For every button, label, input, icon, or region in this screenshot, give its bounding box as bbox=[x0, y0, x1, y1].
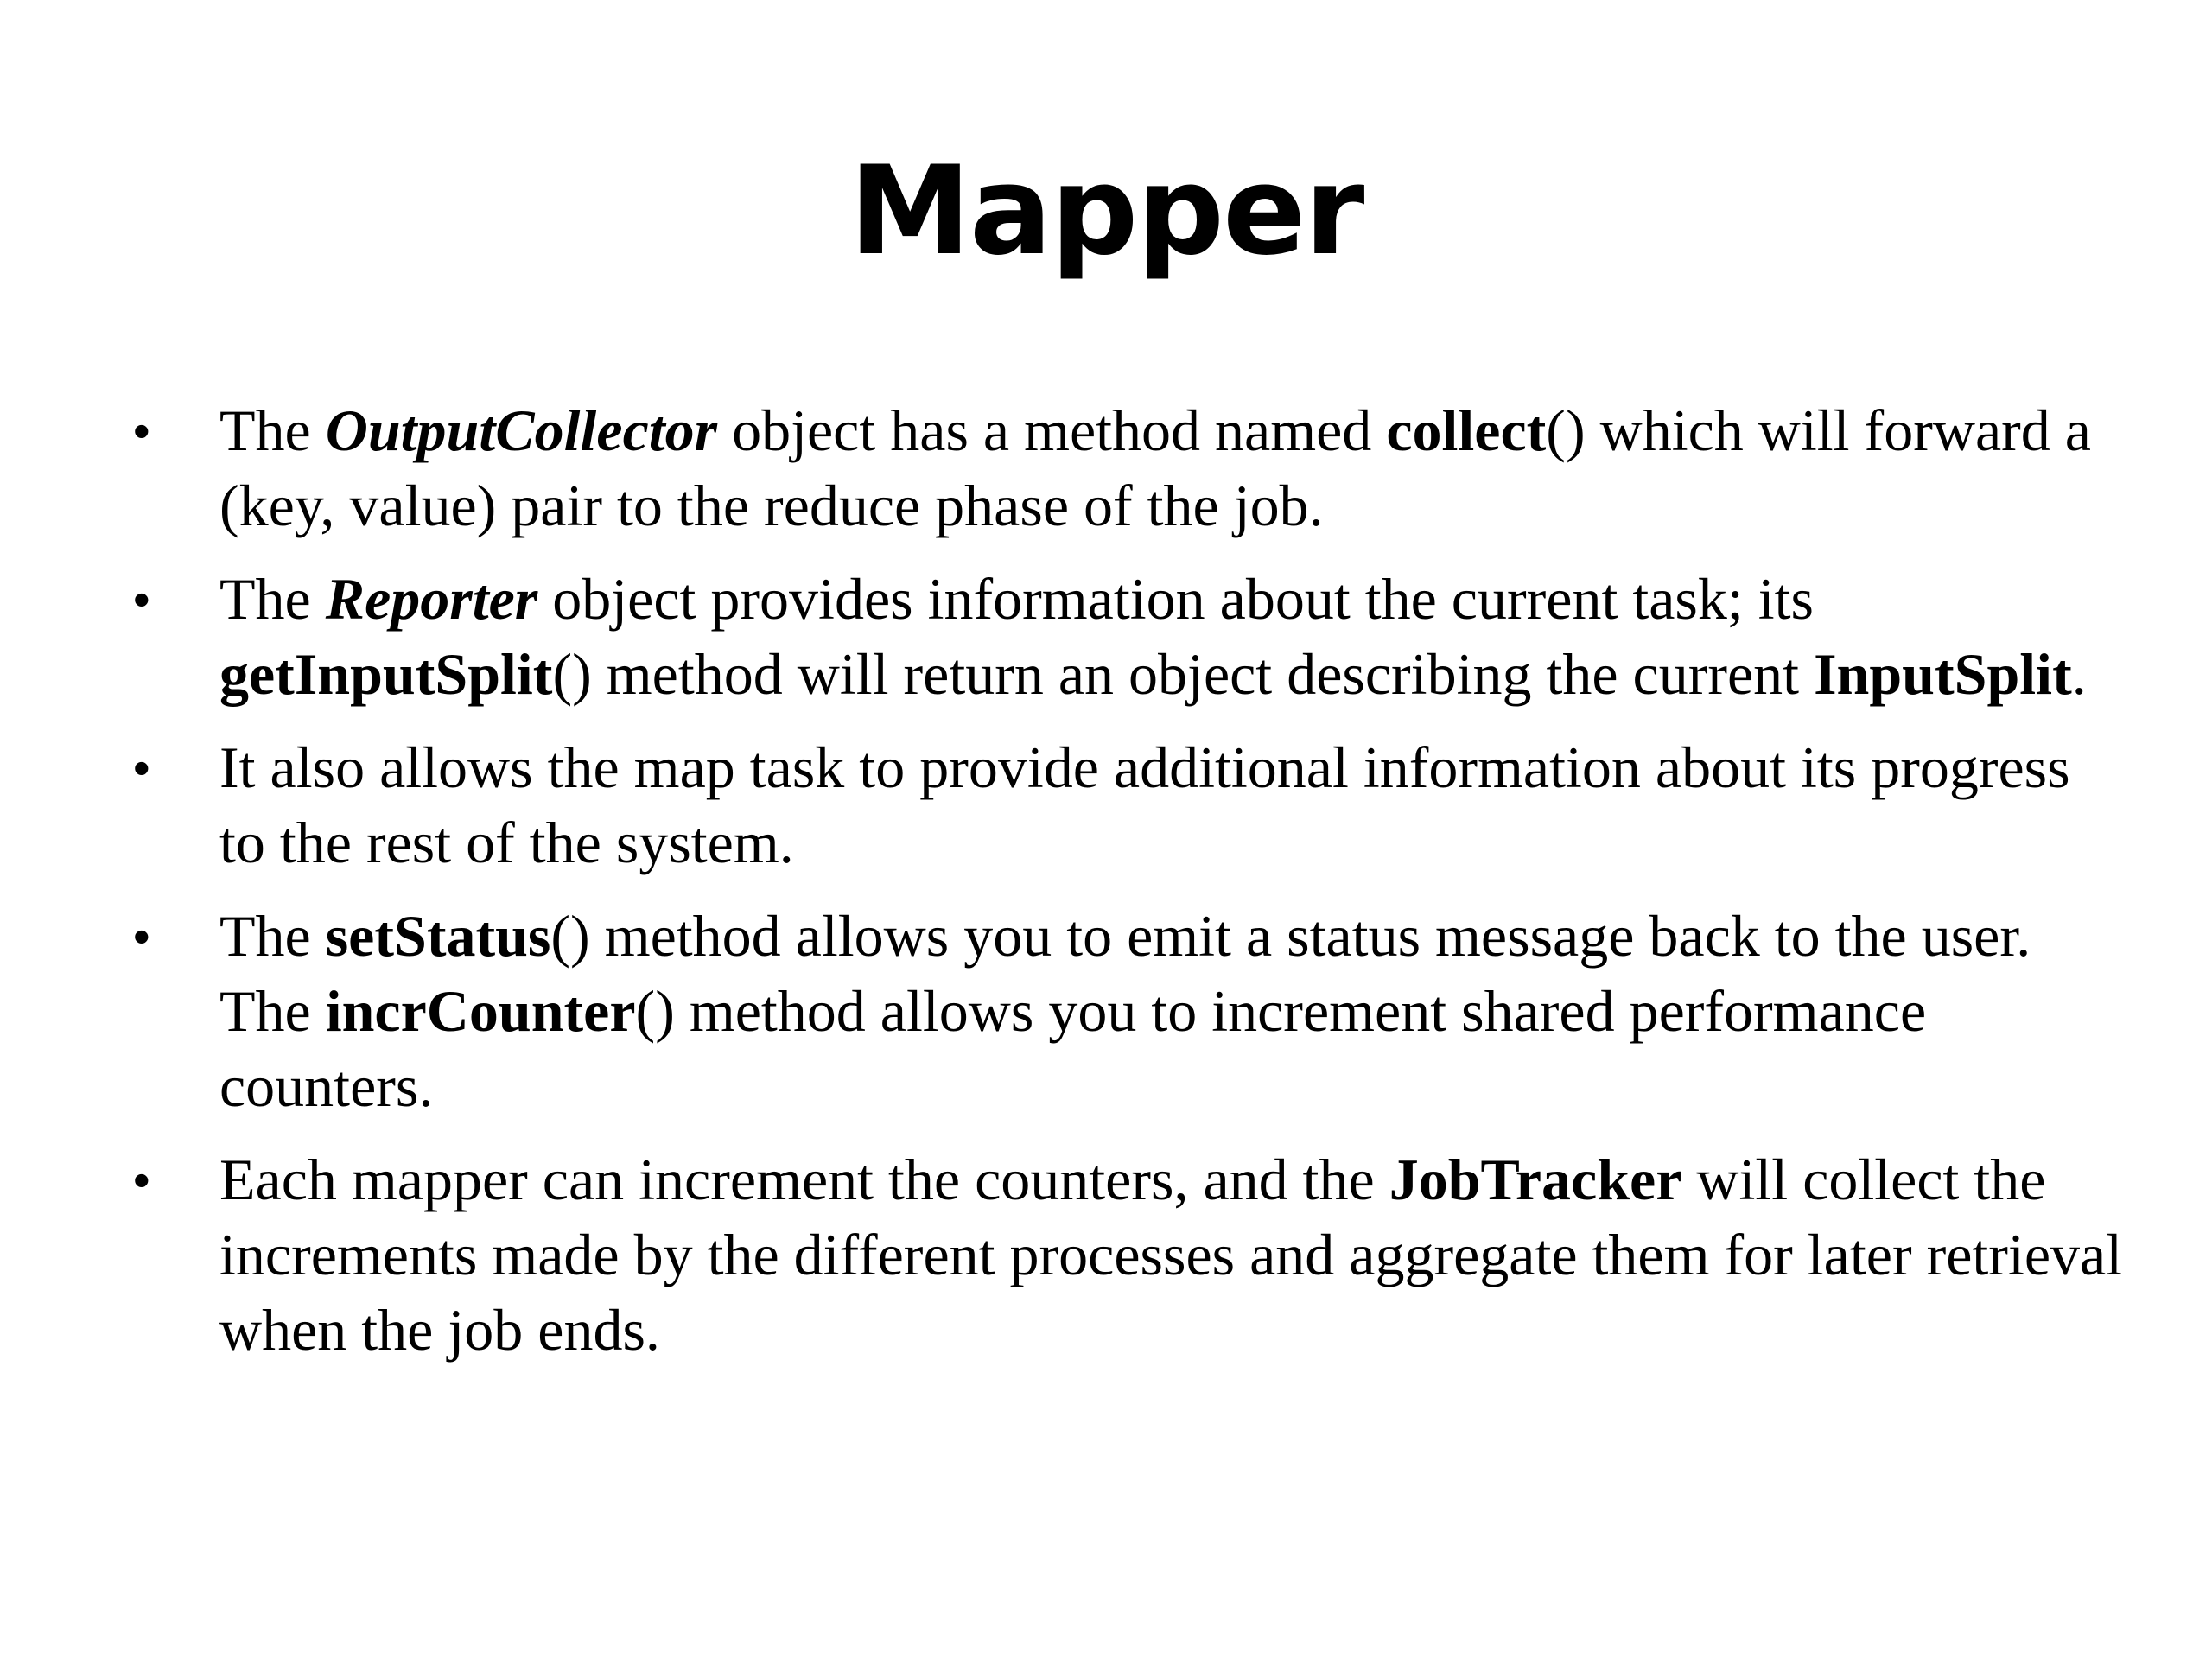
bullet-item bbox=[121, 1142, 2126, 1368]
text-run: It also allows the map task to provide additional information about its progress to the rest of the system. bbox=[219, 734, 2070, 875]
text-run: () method allows you to increment shared performance counters. bbox=[219, 978, 1927, 1119]
text-run: () method will return an object describing the current bbox=[552, 641, 1815, 707]
text-run: The bbox=[219, 566, 326, 632]
text-run: () which will forward a (key, value) pair to the reduce phase of the job. bbox=[219, 397, 2091, 538]
text-run: object provides information about the current task; its bbox=[537, 566, 1815, 632]
emphasized-term: collect bbox=[1386, 397, 1547, 463]
emphasized-term: setStatus bbox=[325, 903, 551, 969]
bullet-dot-icon: • bbox=[133, 404, 150, 458]
emphasized-term: getInputSplit bbox=[219, 641, 553, 707]
emphasized-term: incrCounter bbox=[325, 978, 636, 1044]
bullet-text bbox=[219, 566, 2087, 707]
slide-title: Mapper bbox=[849, 140, 1363, 283]
emphasized-term: Reporter bbox=[325, 566, 538, 632]
text-run: will collect the increments made by the different processes and aggregate them for later retrieval when the job ends. bbox=[219, 1147, 2123, 1363]
bullet-item bbox=[121, 393, 2126, 543]
text-run: . bbox=[2071, 641, 2087, 707]
bullet-item bbox=[121, 562, 2126, 712]
bullet-dot-icon: • bbox=[133, 909, 150, 963]
bullet-text bbox=[219, 903, 2031, 1119]
bullet-text bbox=[219, 734, 2070, 875]
text-run: The bbox=[219, 903, 326, 969]
text-run: The bbox=[219, 397, 326, 463]
bullet-list bbox=[121, 393, 2126, 1386]
emphasized-term: OutputCollector bbox=[325, 397, 718, 463]
bullet-dot-icon: • bbox=[133, 572, 150, 626]
text-run: () method allows you to emit a status message back to the user. The bbox=[219, 903, 2031, 1044]
emphasized-term: InputSplit bbox=[1814, 641, 2072, 707]
bullet-item bbox=[121, 730, 2126, 880]
bullet-item bbox=[121, 899, 2126, 1124]
bullet-dot-icon: • bbox=[133, 741, 150, 795]
bullet-dot-icon: • bbox=[133, 1153, 150, 1207]
emphasized-term: JobTracker bbox=[1389, 1147, 1682, 1212]
bullet-text bbox=[219, 397, 2091, 538]
bullet-text bbox=[219, 1147, 2122, 1363]
text-run: Each mapper can increment the counters, and the bbox=[219, 1147, 1389, 1212]
text-run: object has a method named bbox=[717, 397, 1387, 463]
